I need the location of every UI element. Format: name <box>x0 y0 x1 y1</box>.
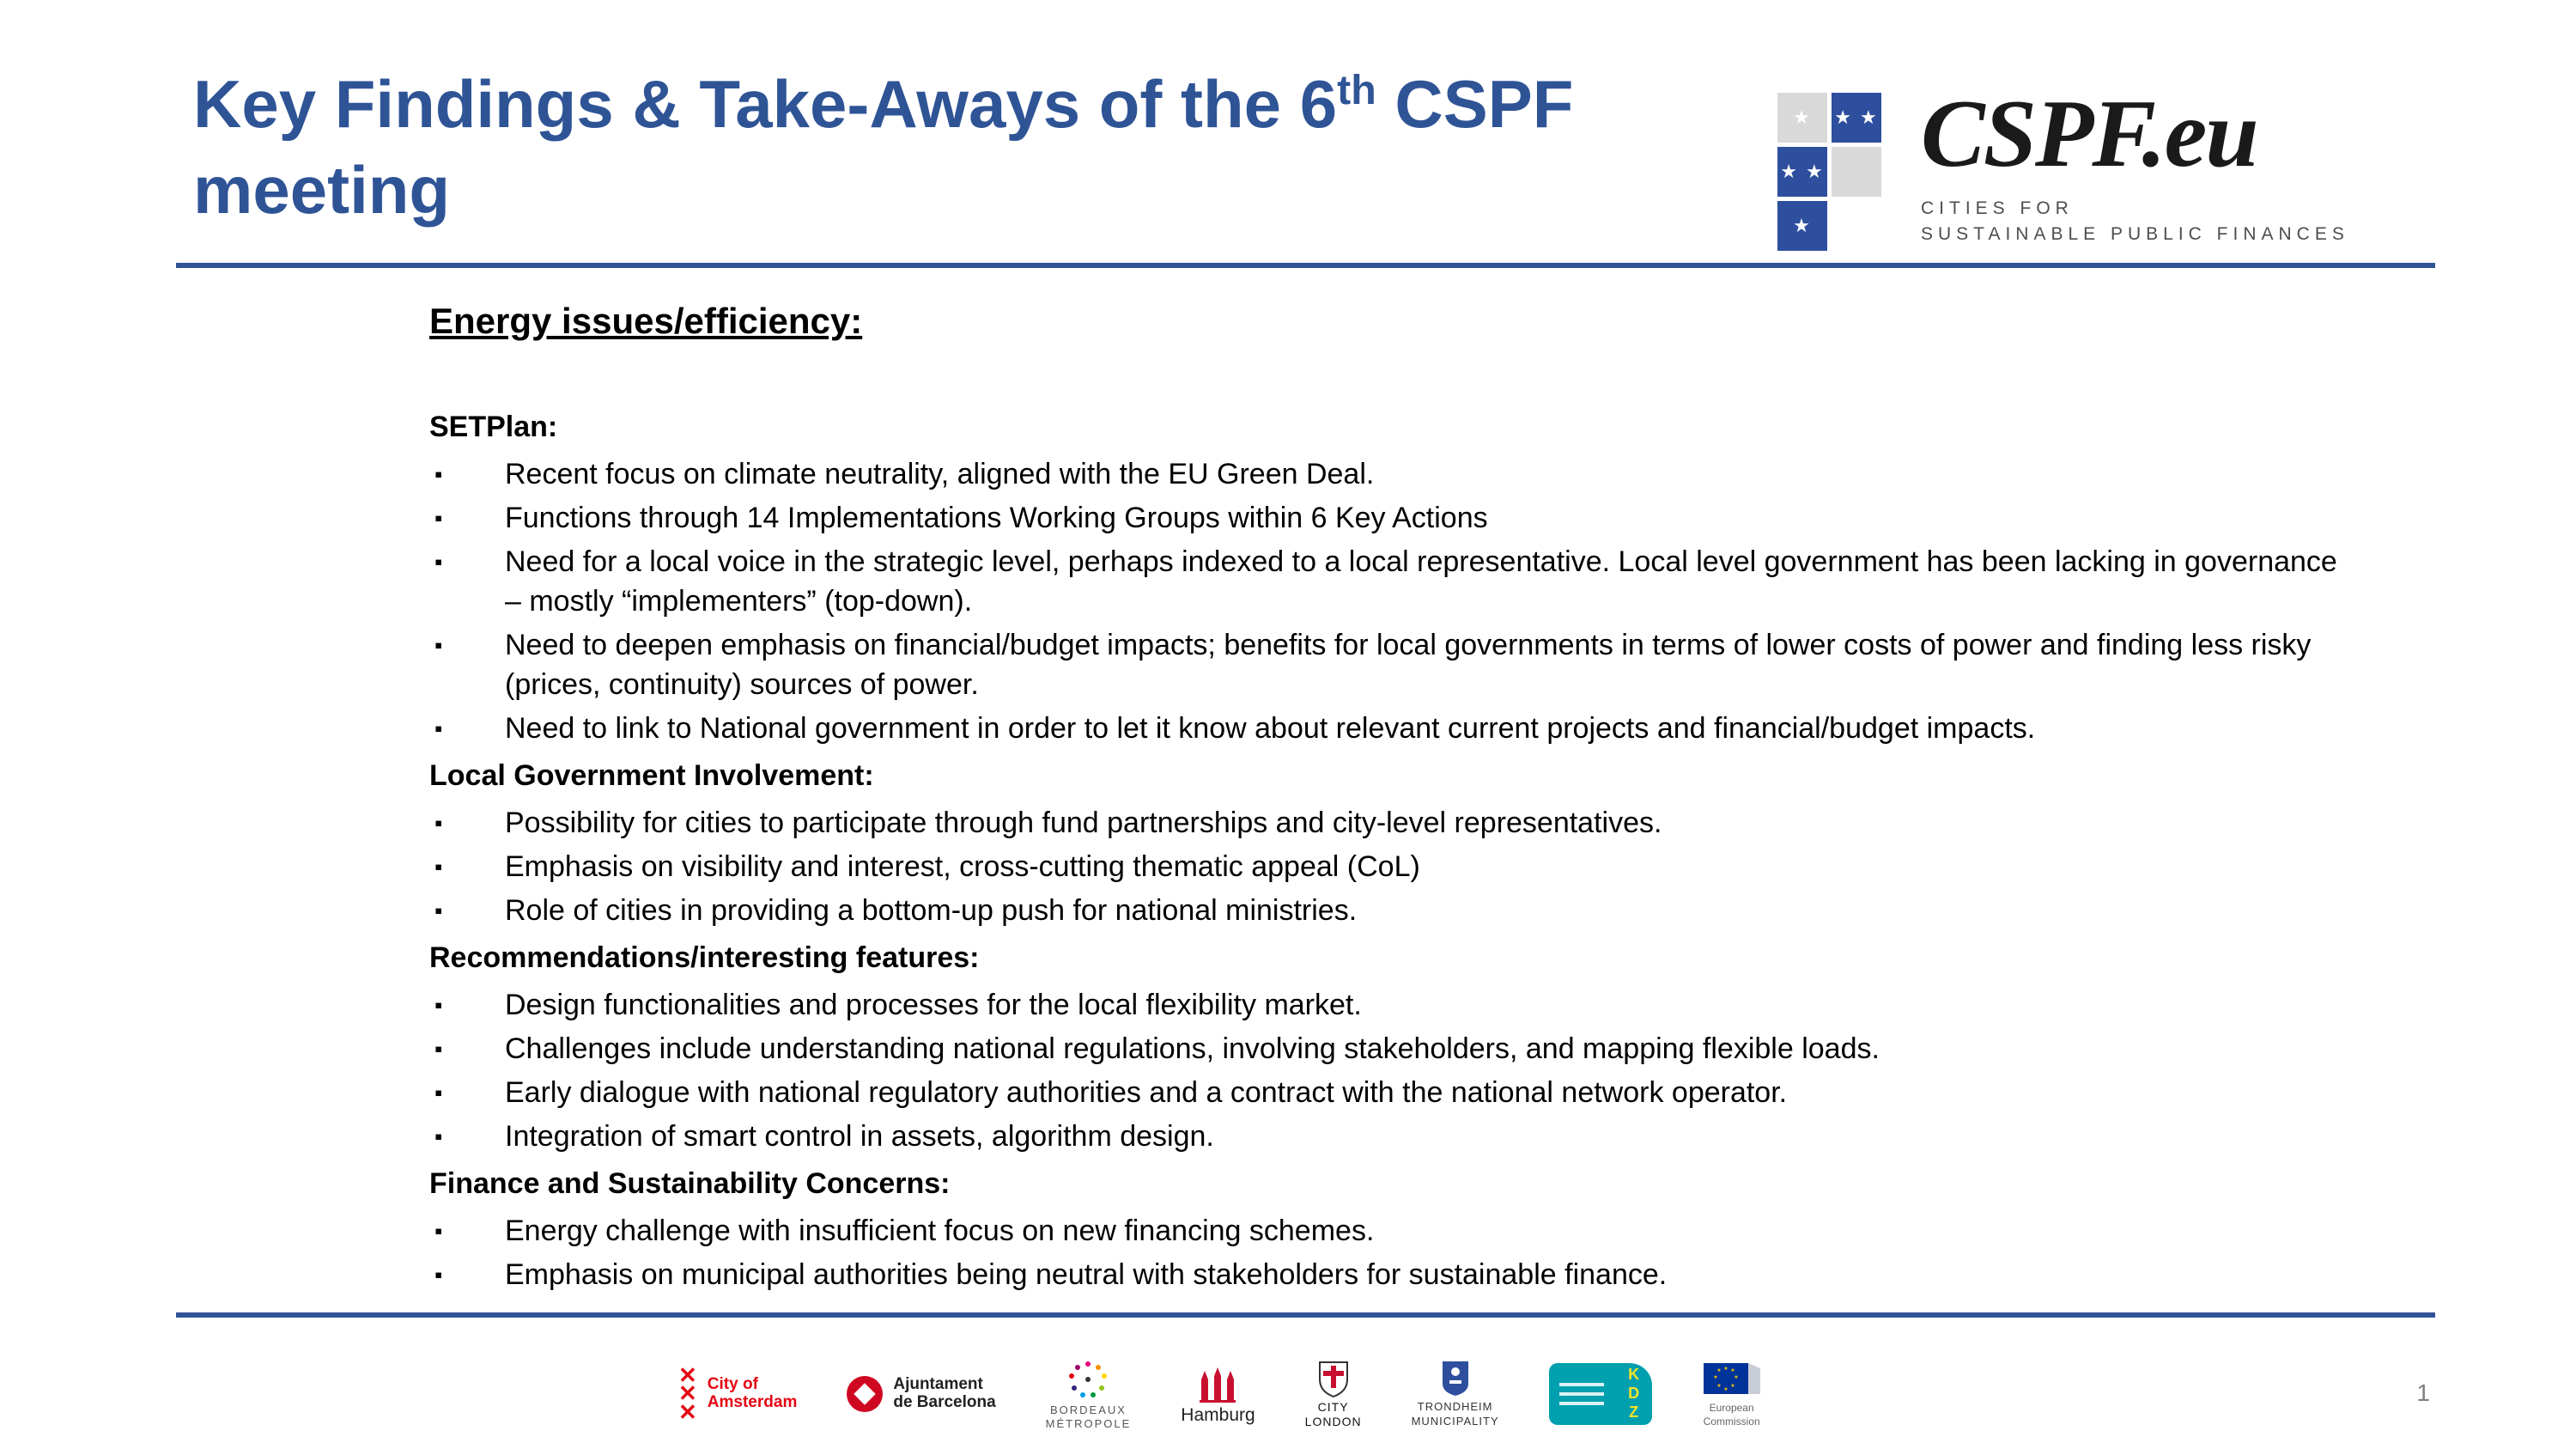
bullet-list-local-government <box>429 803 2361 930</box>
logo-kdz <box>1549 1363 1652 1425</box>
cross-icon: ✕ <box>678 1398 697 1425</box>
amsterdam-label-line2: Amsterdam <box>707 1393 798 1411</box>
barcelona-label-line2: de Barcelona <box>893 1393 996 1411</box>
hamburg-castle-icon <box>1196 1362 1239 1403</box>
flag-square-gray-icon <box>1777 93 1827 143</box>
bullet-item: ▪ Integration of smart control in assets, algorithm design. <box>429 1117 2361 1156</box>
star-icon: ★ <box>1793 107 1812 128</box>
bullet-item: ▪ Need to deepen emphasis on financial/budget impacts; benefits for local governments in terms of lower costs of power and finding less risky (prices, continuity) sources of power. <box>429 625 2361 704</box>
flag-square-blue-icon <box>1777 201 1827 251</box>
title-text-rest: CSPF meeting <box>193 66 1574 228</box>
flag-square-blue-icon <box>1777 147 1827 197</box>
flag-square-blue-icon <box>1832 93 1881 143</box>
cspf-logo-text <box>1921 81 2349 248</box>
trondheim-label <box>1412 1400 1499 1429</box>
title-text: Key Findings & Take-Aways of the 6 <box>193 66 1338 142</box>
logo-bordeaux <box>1046 1357 1132 1432</box>
trondheim-label-line1: TRONDHEIM <box>1417 1399 1493 1413</box>
eu-flag-icon <box>1702 1360 1762 1399</box>
cspf-tagline-line1: CITIES FOR <box>1921 198 2074 218</box>
bordeaux-label-line2: MÉTROPOLE <box>1045 1417 1132 1430</box>
amsterdam-label-line1: City of <box>707 1375 758 1394</box>
title-divider <box>176 263 2435 268</box>
cross-icon: ✕ <box>678 1380 697 1407</box>
star-pair-icon: ★ ★ <box>1780 161 1825 182</box>
bullet-list-setplan <box>429 454 2361 748</box>
bullet-item: ▪ Challenges include understanding national regulations, involving stakeholders, and mapping flexible loads. <box>429 1029 2361 1068</box>
bullet-item: ▪ Role of cities in providing a bottom-up push for national ministries. <box>429 891 2361 930</box>
bullet-item: ▪ Energy challenge with insufficient focus on new financing schemes. <box>429 1211 2361 1251</box>
barcelona-label-line1: Ajuntament <box>893 1375 983 1394</box>
bullet-list-recommendations <box>429 985 2361 1156</box>
bullet-item: ▪ Emphasis on municipal authorities being neutral with stakeholders for sustainable finance. <box>429 1255 2361 1294</box>
barcelona-label <box>893 1376 995 1412</box>
svg-text:★: ★ <box>1722 1365 1728 1372</box>
content-heading: Energy issues/efficiency: <box>429 301 863 341</box>
logo-european-commission <box>1702 1360 1762 1428</box>
title-superscript: th <box>1337 67 1376 113</box>
svg-text:★: ★ <box>1729 1367 1735 1373</box>
bullet-item: ▪ Functions through 14 Implementations Working Groups within 6 Key Actions <box>429 498 2361 538</box>
kdz-emblem-icon <box>1549 1363 1652 1425</box>
hamburg-label: Hamburg <box>1181 1405 1255 1425</box>
flag-square-gray-icon <box>1832 147 1881 197</box>
bordeaux-label-line1: BORDEAUX <box>1050 1403 1127 1416</box>
bullet-item: ▪ Early dialogue with national regulatory authorities and a contract with the national network operator. <box>429 1073 2361 1112</box>
section-header-finance: Finance and Sustainability Concerns: <box>429 1167 951 1200</box>
london-label-line1: CITY <box>1317 1400 1349 1415</box>
star-pair-icon: ★ ★ <box>1834 107 1879 128</box>
svg-text:★: ★ <box>1729 1382 1735 1389</box>
cross-icon: ✕ <box>678 1362 697 1389</box>
cspf-tagline-line2: SUSTAINABLE PUBLIC FINANCES <box>1921 224 2349 245</box>
logo-amsterdam <box>678 1362 798 1425</box>
section-header-recommendations: Recommendations/interesting features: <box>429 941 980 974</box>
amsterdam-crosses-icon <box>678 1362 697 1425</box>
section-header-setplan: SETPlan: <box>429 411 558 443</box>
amsterdam-label <box>708 1376 798 1412</box>
partner-logos <box>678 1347 1762 1441</box>
barcelona-emblem-icon <box>847 1376 883 1412</box>
eu-flag-squares-icon <box>1777 93 1881 251</box>
bullet-item: ▪ Possibility for cities to participate through fund partnerships and city-level representatives. <box>429 803 2361 843</box>
footer-divider <box>176 1312 2435 1318</box>
bullet-item: ▪ Design functionalities and processes for the local flexibility market. <box>429 985 2361 1025</box>
bordeaux-starburst-icon <box>1064 1357 1112 1402</box>
section-header-local-government: Local Government Involvement: <box>429 759 874 792</box>
svg-text:★: ★ <box>1716 1367 1722 1373</box>
kdz-letters: KDZ <box>1625 1366 1643 1422</box>
trondheim-emblem-icon <box>1439 1360 1472 1397</box>
bullet-item: ▪ Need for a local voice in the strategic level, perhaps indexed to a local representative. Local level government has been lacking in governance – mostly “implementers” (top-down). <box>429 542 2361 621</box>
cspf-tagline <box>1921 196 2349 248</box>
star-icon: ★ <box>1793 215 1812 236</box>
london-label-line2: LONDON <box>1304 1415 1362 1428</box>
page-title <box>193 62 1790 234</box>
slide-content <box>429 301 2361 1299</box>
flag-square-empty <box>1832 201 1881 251</box>
bullet-item: ▪ Emphasis on visibility and interest, cross-cutting thematic appeal (CoL) <box>429 847 2361 886</box>
kdz-text-lines <box>1559 1383 1604 1405</box>
bullet-item: ▪ Need to link to National government in order to let it know about relevant current projects and financial/budget impacts. <box>429 709 2361 748</box>
bordeaux-label <box>1046 1403 1132 1432</box>
london-label <box>1305 1400 1362 1429</box>
svg-text:★: ★ <box>1733 1373 1739 1380</box>
cspf-logo <box>1777 81 2349 251</box>
page-number: 1 <box>2416 1379 2430 1406</box>
svg-text:★: ★ <box>1716 1382 1722 1389</box>
logo-barcelona <box>847 1376 995 1412</box>
ec-label-line2: Commission <box>1703 1415 1760 1428</box>
european-commission-label <box>1704 1402 1760 1428</box>
svg-text:★: ★ <box>1722 1385 1728 1392</box>
bullet-list-finance <box>429 1211 2361 1294</box>
logo-trondheim <box>1412 1360 1499 1429</box>
bullet-item: ▪ Recent focus on climate neutrality, aligned with the EU Green Deal. <box>429 454 2361 494</box>
ec-label-line1: European <box>1709 1401 1754 1414</box>
trondheim-label-line2: MUNICIPALITY <box>1411 1414 1499 1428</box>
logo-city-of-london <box>1305 1359 1362 1429</box>
svg-text:★: ★ <box>1712 1373 1718 1380</box>
london-crest-icon <box>1316 1359 1351 1398</box>
cspf-wordmark: CSPF.eu <box>1921 81 2257 187</box>
logo-hamburg <box>1181 1362 1255 1426</box>
